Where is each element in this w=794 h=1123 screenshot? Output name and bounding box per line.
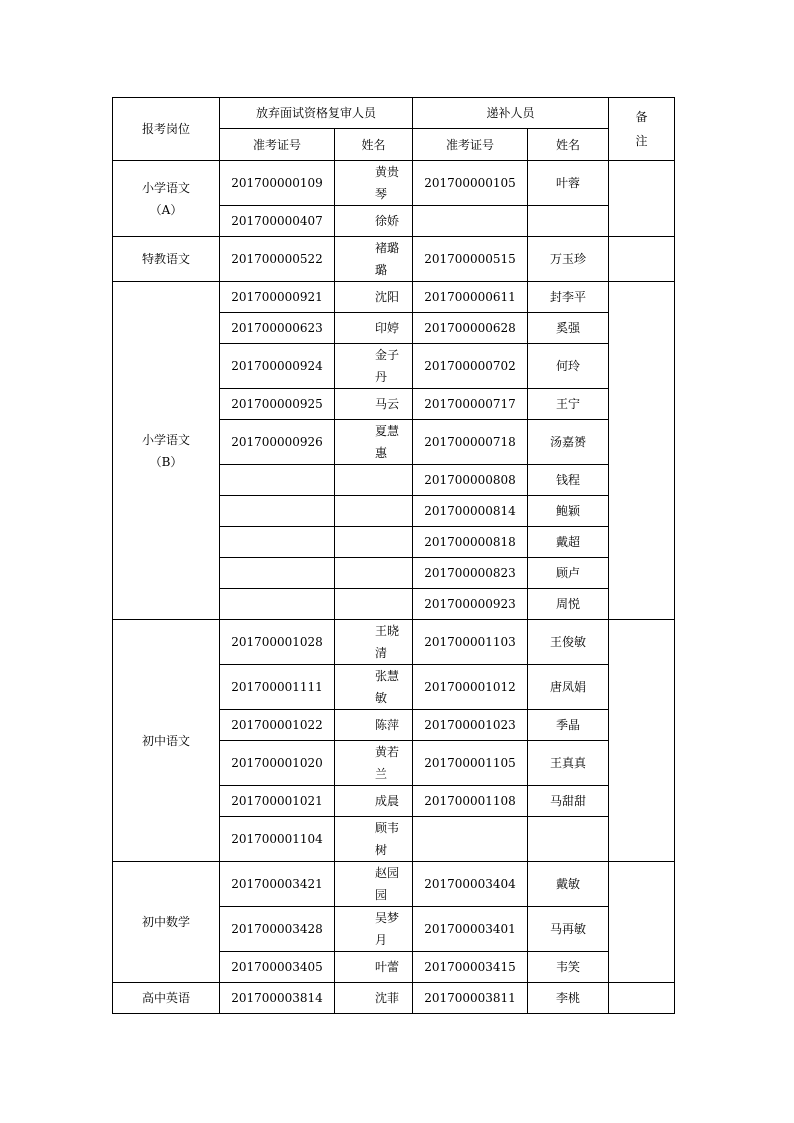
abandon-name-cell — [335, 282, 413, 313]
abandon-name-cell — [335, 786, 413, 817]
position-cell — [113, 983, 220, 1014]
abandon-name-cell — [335, 665, 413, 710]
abandon-name-text: 张慧敏 — [375, 669, 400, 705]
replace-exam-no-cell: 201700000717 — [413, 389, 528, 420]
replace-exam-no-cell: 201700000515 — [413, 237, 528, 282]
abandon-name-text: 沈阳 — [375, 290, 400, 304]
replace-exam-no-cell: 201700000105 — [413, 161, 528, 206]
replace-exam-no-cell: 201700000923 — [413, 589, 528, 620]
replace-name-cell: 钱程 — [528, 465, 609, 496]
abandon-exam-no-cell: 201700000921 — [220, 282, 335, 313]
replace-name-cell: 马再敏 — [528, 907, 609, 952]
header-replace-group: 递补人员 — [413, 98, 609, 129]
header-remark-text: 备注 — [635, 110, 648, 148]
replace-name-cell — [528, 206, 609, 237]
replace-exam-no-cell: 201700000718 — [413, 420, 528, 465]
abandon-name-cell — [335, 817, 413, 862]
abandon-exam-no-cell: 201700001021 — [220, 786, 335, 817]
remark-cell — [609, 282, 675, 620]
abandon-name-cell — [335, 620, 413, 665]
abandon-name-cell — [335, 496, 413, 527]
position-cell — [113, 620, 220, 862]
table-row — [113, 862, 675, 907]
table-row — [113, 620, 675, 665]
abandon-exam-no-cell: 201700003428 — [220, 907, 335, 952]
replace-exam-no-cell: 201700000814 — [413, 496, 528, 527]
replace-name-cell: 鲍颖 — [528, 496, 609, 527]
replace-exam-no-cell: 201700001023 — [413, 710, 528, 741]
replace-name-cell: 奚强 — [528, 313, 609, 344]
abandon-exam-no-cell: 201700003405 — [220, 952, 335, 983]
replace-name-cell: 马甜甜 — [528, 786, 609, 817]
abandon-exam-no-cell — [220, 558, 335, 589]
replace-exam-no-cell — [413, 206, 528, 237]
abandon-name-text: 黄贵琴 — [375, 165, 400, 201]
replace-exam-no-cell: 201700003404 — [413, 862, 528, 907]
abandon-exam-no-cell: 201700000623 — [220, 313, 335, 344]
replace-name-cell: 李桃 — [528, 983, 609, 1014]
abandon-name-cell — [335, 710, 413, 741]
abandon-name-text: 叶蕾 — [375, 960, 400, 974]
abandon-exam-no-cell — [220, 465, 335, 496]
position-label: 小学语文（B） — [141, 432, 190, 469]
abandon-exam-no-cell — [220, 589, 335, 620]
replace-name-cell: 王真真 — [528, 741, 609, 786]
header-replace-name: 姓名 — [528, 129, 609, 161]
abandon-name-text: 成晨 — [375, 794, 400, 808]
abandon-exam-no-cell — [220, 496, 335, 527]
replace-name-cell: 何玲 — [528, 344, 609, 389]
position-cell — [113, 282, 220, 620]
replace-name-cell — [528, 817, 609, 862]
abandon-name-text: 顾韦树 — [375, 821, 400, 857]
header-abandon-group: 放弃面试资格复审人员 — [220, 98, 413, 129]
replace-exam-no-cell: 201700003401 — [413, 907, 528, 952]
abandon-exam-no-cell: 201700003421 — [220, 862, 335, 907]
abandon-name-cell — [335, 741, 413, 786]
abandon-name-cell — [335, 344, 413, 389]
replace-name-cell: 汤嘉赟 — [528, 420, 609, 465]
remark-cell — [609, 620, 675, 862]
replace-name-cell: 封李平 — [528, 282, 609, 313]
abandon-exam-no-cell: 201700000926 — [220, 420, 335, 465]
abandon-name-cell — [335, 313, 413, 344]
replace-exam-no-cell: 201700000611 — [413, 282, 528, 313]
header-replace-exam-no: 准考证号 — [413, 129, 528, 161]
abandon-name-cell — [335, 952, 413, 983]
abandon-name-cell — [335, 589, 413, 620]
position-label: 特教语文 — [141, 252, 190, 266]
abandon-name-cell — [335, 907, 413, 952]
abandon-name-cell — [335, 465, 413, 496]
position-cell — [113, 237, 220, 282]
abandon-name-text: 金子丹 — [375, 348, 400, 384]
abandon-name-cell — [335, 206, 413, 237]
abandon-name-cell — [335, 389, 413, 420]
abandon-exam-no-cell: 201700000925 — [220, 389, 335, 420]
abandon-name-cell — [335, 527, 413, 558]
abandon-name-cell — [335, 862, 413, 907]
table-row — [113, 237, 675, 282]
abandon-exam-no-cell: 201700001028 — [220, 620, 335, 665]
remark-cell — [609, 862, 675, 983]
abandon-exam-no-cell: 201700001022 — [220, 710, 335, 741]
replace-name-cell: 叶蓉 — [528, 161, 609, 206]
remark-cell — [609, 161, 675, 237]
header-row-1 — [113, 98, 675, 129]
replace-name-cell: 唐凤娟 — [528, 665, 609, 710]
replace-exam-no-cell: 201700000818 — [413, 527, 528, 558]
position-label: 初中语文 — [141, 733, 190, 748]
abandon-exam-no-cell: 201700003814 — [220, 983, 335, 1014]
header-abandon-exam-no: 准考证号 — [220, 129, 335, 161]
abandon-name-text: 陈萍 — [375, 718, 400, 732]
replace-exam-no-cell: 201700000628 — [413, 313, 528, 344]
abandon-name-text: 沈菲 — [375, 991, 400, 1005]
replace-name-cell: 季晶 — [528, 710, 609, 741]
abandon-name-text: 印婷 — [375, 321, 400, 335]
abandon-name-cell — [335, 420, 413, 465]
replace-exam-no-cell: 201700000702 — [413, 344, 528, 389]
replace-exam-no-cell: 201700001103 — [413, 620, 528, 665]
replace-name-cell: 韦笑 — [528, 952, 609, 983]
abandon-exam-no-cell: 201700001104 — [220, 817, 335, 862]
replace-name-cell: 戴敏 — [528, 862, 609, 907]
table-body — [113, 98, 675, 1014]
replace-exam-no-cell: 201700001012 — [413, 665, 528, 710]
abandon-exam-no-cell: 201700000109 — [220, 161, 335, 206]
abandon-name-text: 王晓清 — [375, 624, 400, 660]
remark-cell — [609, 237, 675, 282]
header-abandon-name: 姓名 — [335, 129, 413, 161]
abandon-exam-no-cell — [220, 527, 335, 558]
replace-name-cell: 王宁 — [528, 389, 609, 420]
remark-cell — [609, 983, 675, 1014]
replace-exam-no-cell: 201700003811 — [413, 983, 528, 1014]
abandon-name-text: 褚璐璐 — [375, 241, 400, 277]
replace-exam-no-cell: 201700000823 — [413, 558, 528, 589]
header-position: 报考岗位 — [113, 98, 220, 161]
replace-exam-no-cell: 201700003415 — [413, 952, 528, 983]
abandon-exam-no-cell: 201700000407 — [220, 206, 335, 237]
abandon-name-text: 夏慧惠 — [375, 424, 400, 460]
abandon-exam-no-cell: 201700001020 — [220, 741, 335, 786]
results-table — [112, 97, 675, 1014]
abandon-exam-no-cell: 201700000924 — [220, 344, 335, 389]
replace-name-cell: 王俊敏 — [528, 620, 609, 665]
position-cell — [113, 161, 220, 237]
position-label: 高中英语 — [141, 991, 190, 1005]
abandon-name-text: 吴梦月 — [375, 911, 400, 947]
replace-name-cell: 戴超 — [528, 527, 609, 558]
replace-exam-no-cell: 201700001108 — [413, 786, 528, 817]
table-row — [113, 161, 675, 206]
replace-exam-no-cell: 201700000808 — [413, 465, 528, 496]
abandon-name-cell — [335, 161, 413, 206]
abandon-name-text: 黄若兰 — [375, 745, 400, 781]
abandon-exam-no-cell: 201700001111 — [220, 665, 335, 710]
replace-name-cell: 万玉珍 — [528, 237, 609, 282]
table-row — [113, 983, 675, 1014]
header-remark — [609, 98, 675, 161]
position-label: 小学语文（A） — [141, 180, 190, 217]
replace-exam-no-cell — [413, 817, 528, 862]
abandon-name-cell — [335, 558, 413, 589]
abandon-name-text: 赵园园 — [375, 866, 400, 902]
replace-name-cell: 周悦 — [528, 589, 609, 620]
replace-name-cell: 顾卢 — [528, 558, 609, 589]
position-label: 初中数学 — [141, 915, 190, 929]
abandon-exam-no-cell: 201700000522 — [220, 237, 335, 282]
abandon-name-cell — [335, 237, 413, 282]
abandon-name-text: 马云 — [375, 397, 400, 411]
abandon-name-text: 徐娇 — [375, 214, 400, 228]
table-row — [113, 282, 675, 313]
abandon-name-cell — [335, 983, 413, 1014]
position-cell — [113, 862, 220, 983]
replace-exam-no-cell: 201700001105 — [413, 741, 528, 786]
